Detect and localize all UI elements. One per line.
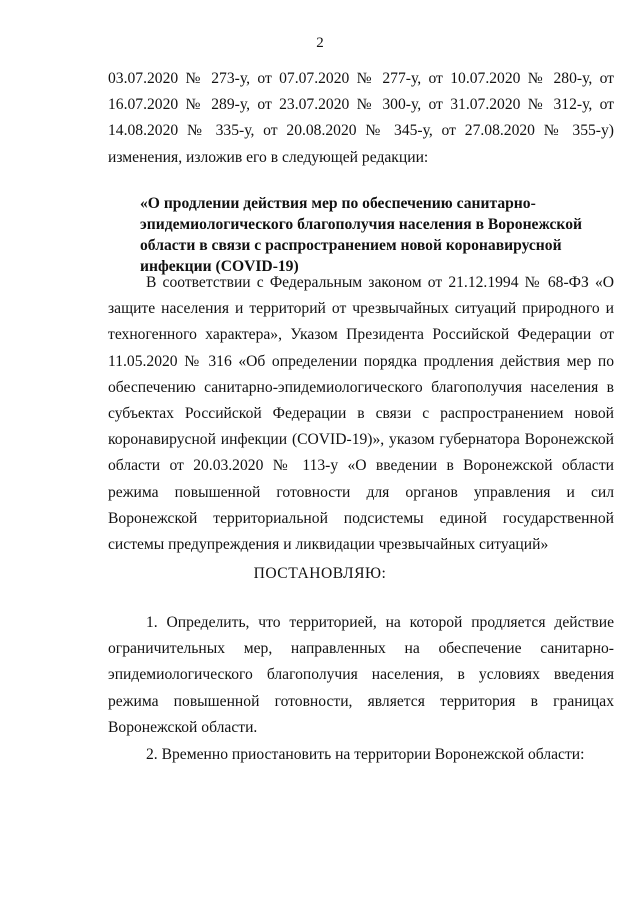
decree-heading: ПОСТАНОВЛЯЮ:	[253, 565, 387, 582]
preamble-paragraph: В соответствии с Федеральным законом от 21.12.1994 № 68-ФЗ «О защите населения и территорий от чрезвычайных ситуаций природного и техногенного характера», Указом Президента Российской Федерации от 11.05.2020 № 316 «Об определении порядка продления действия мер по обеспечению санитарно-эпидемиологического благополучия населения в субъектах Российской Федерации в связи с распространением новой коронавирусной инфекции (COVID-19)», указом губернатора Воронежской области от 20.03.2020 № 113-у «О введении в Воронежской области режима повышенной готовности для органов управления и сил Воронежской территориальной подсистемы единой государственной системы предупреждения и ликвидации чрезвычайных ситуаций»	[108, 274, 614, 554]
page-number: 2	[316, 35, 324, 51]
item-1-paragraph: 1. Определить, что территорией, на которой продляется действие ограничительных мер, направленных на обеспечение санитарно-эпидемиологического благополучия населения, в условиях введения режима повышенной готовности, является территория в границах Воронежской области.	[108, 614, 614, 736]
item-2-paragraph: 2. Временно приостановить на территории Воронежской области:	[146, 746, 585, 763]
document-title: «О продлении действия мер по обеспечению санитарно-эпидемиологического благополучия населения в Воронежской области в связи с распространением новой коронавирусной инфекции (COVID-19)	[140, 195, 582, 275]
intro-paragraph: 03.07.2020 № 273-у, от 07.07.2020 № 277-у, от 10.07.2020 № 280-у, от 16.07.2020 № 289-у, от 23.07.2020 № 300-у, от 31.07.2020 № 312-у, от 14.08.2020 № 335-у, от 20.08.2020 № 345-у, от 27.08.2020 № 355-у) изменения, изложив его в следующей редакции:	[108, 70, 614, 166]
